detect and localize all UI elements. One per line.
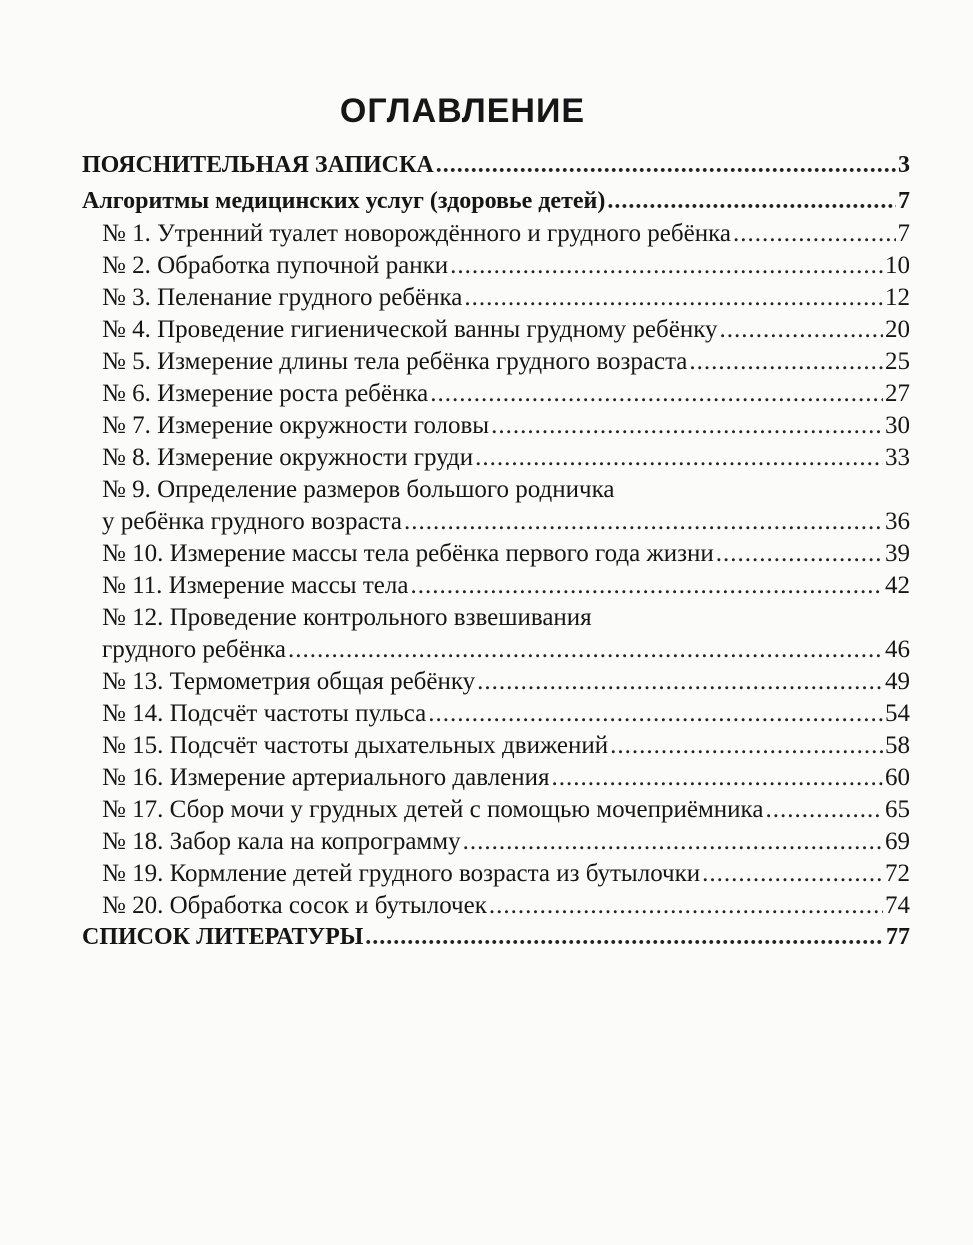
toc-entry-label: № 6. Измерение роста ребёнка xyxy=(102,380,429,407)
dot-leader xyxy=(716,540,883,568)
toc-entry-item xyxy=(82,892,910,924)
toc-entry-item xyxy=(82,252,910,284)
toc-entry-item xyxy=(82,412,910,444)
toc-entry-page: 72 xyxy=(885,860,910,887)
toc-entry-label: № 3. Пеленание грудного ребёнка xyxy=(102,284,463,311)
toc-entry-item xyxy=(82,828,910,860)
toc-entry-label: № 4. Проведение гигиенической ванны грудному ребёнку xyxy=(102,316,718,343)
dot-leader xyxy=(702,860,883,888)
toc-entry-page: 58 xyxy=(885,732,910,759)
dot-leader xyxy=(610,732,883,760)
toc-entry-page: 54 xyxy=(885,700,910,727)
dot-leader xyxy=(552,764,883,792)
toc-entry-item-line1 xyxy=(82,604,910,636)
toc-entry-explanatory-note xyxy=(82,152,910,188)
dot-leader xyxy=(491,412,883,440)
toc-entry-item xyxy=(82,316,910,348)
toc-entry-item xyxy=(82,380,910,412)
toc-entry-item xyxy=(82,572,910,604)
page-title: ОГЛАВЛЕНИЕ xyxy=(339,92,586,130)
toc-entry-label: № 9. Определение размеров большого родничка xyxy=(102,476,615,503)
toc-entry-page: 30 xyxy=(885,412,910,439)
toc-entry-label: № 14. Подсчёт частоты пульса xyxy=(102,700,427,727)
toc-entry-label: Алгоритмы медицинских услуг (здоровье детей) xyxy=(82,188,606,214)
toc-entry-label: № 17. Сбор мочи у грудных детей с помощью мочеприёмника xyxy=(102,796,764,823)
dot-leader xyxy=(477,668,883,696)
toc-entry-label: № 2. Обработка пупочной ранки xyxy=(102,252,449,279)
dot-leader xyxy=(288,636,883,664)
toc-entry-item xyxy=(82,444,910,476)
toc-entry-item xyxy=(82,220,910,252)
toc-entry-label: № 10. Измерение массы тела ребёнка первого года жизни xyxy=(102,540,714,567)
toc-entry-page: 12 xyxy=(885,284,910,311)
toc-entry-item xyxy=(82,732,910,764)
toc-entry-page: 60 xyxy=(885,764,910,791)
toc-entry-label: № 8. Измерение окружности груди xyxy=(102,444,474,471)
dot-leader xyxy=(720,316,883,344)
dot-leader xyxy=(430,380,883,408)
toc-entry-item xyxy=(82,668,910,700)
dot-leader xyxy=(428,700,883,728)
toc-entry-label-continued: у ребёнка грудного возраста xyxy=(102,508,403,535)
toc-entry-item xyxy=(82,348,910,380)
toc-entry-page: 65 xyxy=(885,796,910,823)
dot-leader xyxy=(489,892,883,920)
toc-entry-label: ПОЯСНИТЕЛЬНАЯ ЗАПИСКА xyxy=(82,152,434,178)
toc-entry-page: 46 xyxy=(885,636,910,663)
toc-entry-page: 10 xyxy=(885,252,910,279)
toc-entry-page: 49 xyxy=(885,668,910,695)
toc-entry-page: 7 xyxy=(898,188,910,214)
dot-leader xyxy=(450,252,883,280)
toc-entry-page: 25 xyxy=(885,348,910,375)
toc-entry-literature xyxy=(82,924,910,960)
dot-leader xyxy=(475,444,883,472)
dot-leader xyxy=(463,828,883,856)
toc-entry-item-line2 xyxy=(82,508,910,540)
dot-leader xyxy=(404,508,883,536)
toc-entry-page: 27 xyxy=(885,380,910,407)
toc-entry-label: № 7. Измерение окружности головы xyxy=(102,412,490,439)
toc-entry-page: 3 xyxy=(898,152,910,178)
toc-entry-item-line1 xyxy=(82,476,910,508)
toc-entry-label: № 13. Термометрия общая ребёнку xyxy=(102,668,476,695)
toc-entry-item xyxy=(82,860,910,892)
toc-entry-page: 74 xyxy=(885,892,910,919)
toc-entry-item xyxy=(82,796,910,828)
table-of-contents xyxy=(82,152,910,960)
toc-entry-item xyxy=(82,284,910,316)
toc-entry-page: 36 xyxy=(885,508,910,535)
toc-entry-item xyxy=(82,764,910,796)
toc-entry-label: № 12. Проведение контрольного взвешивания xyxy=(102,604,592,631)
toc-entry-label: № 20. Обработка сосок и бутылочек xyxy=(102,892,487,919)
toc-entry-label: № 16. Измерение артериального давления xyxy=(102,764,550,791)
toc-entry-page: 39 xyxy=(885,540,910,567)
toc-entry-label: СПИСОК ЛИТЕРАТУРЫ xyxy=(82,924,364,950)
dot-leader xyxy=(464,284,883,312)
dot-leader xyxy=(765,796,883,824)
toc-entry-page: 33 xyxy=(885,444,910,471)
toc-entry-page: 42 xyxy=(885,572,910,599)
toc-entry-item xyxy=(82,540,910,572)
dot-leader xyxy=(689,348,883,376)
dot-leader xyxy=(365,924,884,951)
toc-entry-label: № 1. Утренний туалет новорождённого и грудного ребёнка xyxy=(102,220,731,247)
toc-entry-page: 77 xyxy=(886,924,910,950)
toc-entry-page: 7 xyxy=(897,220,910,247)
toc-entry-algorithms xyxy=(82,188,910,220)
toc-entry-label: № 19. Кормление детей грудного возраста из бутылочки xyxy=(102,860,701,887)
toc-entry-page: 20 xyxy=(885,316,910,343)
dot-leader xyxy=(733,220,896,248)
toc-entry-item xyxy=(82,700,910,732)
toc-entry-label: № 18. Забор кала на копрограмму xyxy=(102,828,461,855)
toc-entry-item-line2 xyxy=(82,636,910,668)
toc-entry-page: 69 xyxy=(885,828,910,855)
toc-entry-label: № 11. Измерение массы тела xyxy=(102,572,409,599)
toc-entry-label: № 5. Измерение длины тела ребёнка грудного возраста xyxy=(102,348,688,375)
dot-leader xyxy=(607,188,896,215)
dot-leader xyxy=(410,572,883,600)
toc-entry-label-continued: грудного ребёнка xyxy=(102,636,286,663)
toc-entry-label: № 15. Подсчёт частоты дыхательных движений xyxy=(102,732,609,759)
dot-leader xyxy=(436,152,896,179)
